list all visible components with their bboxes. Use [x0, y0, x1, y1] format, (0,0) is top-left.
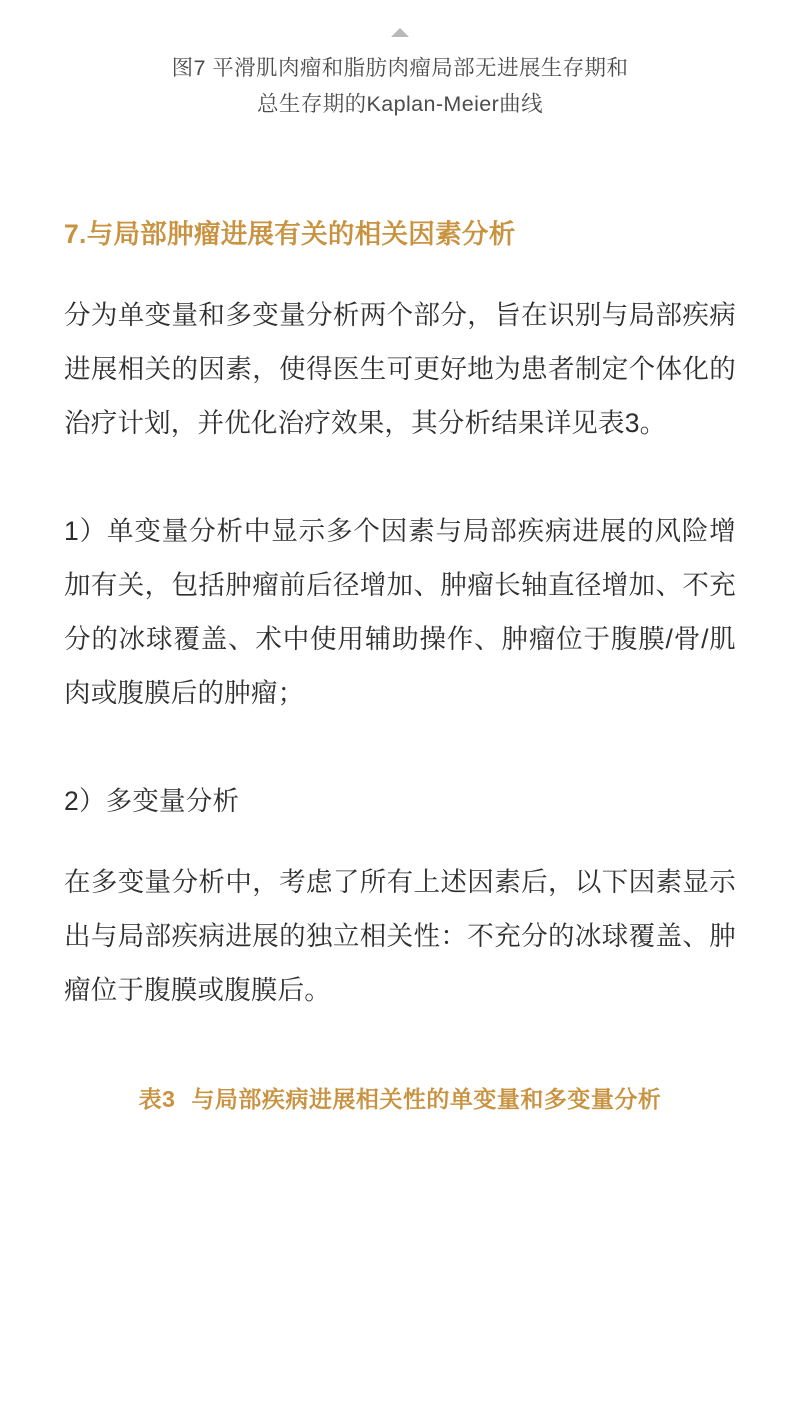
table-caption-title: 与局部疾病进展相关性的单变量和多变量分析	[191, 1085, 662, 1112]
table-caption	[64, 1079, 736, 1119]
caret-up-icon[interactable]	[391, 28, 409, 37]
figure-caption	[64, 50, 736, 122]
paragraph-summary: 分为单变量和多变量分析两个部分，旨在识别与局部疾病进展相关的因素，使得医生可更好地为患者制定个体化的治疗计划，并优化治疗效果，其分析结果详见表3。	[64, 300, 736, 438]
paragraph-univariate: 1）单变量分析中显示多个因素与局部疾病进展的风险增加有关，包括肿瘤前后径增加、肿瘤长轴直径增加、不充分的冰球覆盖、术中使用辅助操作、肿瘤位于腹膜/骨/肌肉或腹膜后的肿瘤；	[64, 516, 736, 708]
section-heading: 7.与局部肿瘤进展有关的相关因素分析	[64, 219, 516, 249]
table-caption-label: 表3	[138, 1085, 176, 1112]
figure-caption-line-1: 图7 平滑肌肉瘤和脂肪肉瘤局部无进展生存期和	[171, 56, 629, 80]
scroll-up-marker[interactable]	[64, 0, 736, 28]
paragraph-multivariate-heading: 2）多变量分析	[64, 786, 240, 816]
paragraph-multivariate-body: 在多变量分析中，考虑了所有上述因素后，以下因素显示出与局部疾病进展的独立相关性：不充分的冰球覆盖、肿瘤位于腹膜或腹膜后。	[64, 866, 736, 1005]
figure-caption-line-2: 总生存期的Kaplan-Meier曲线	[257, 92, 543, 116]
